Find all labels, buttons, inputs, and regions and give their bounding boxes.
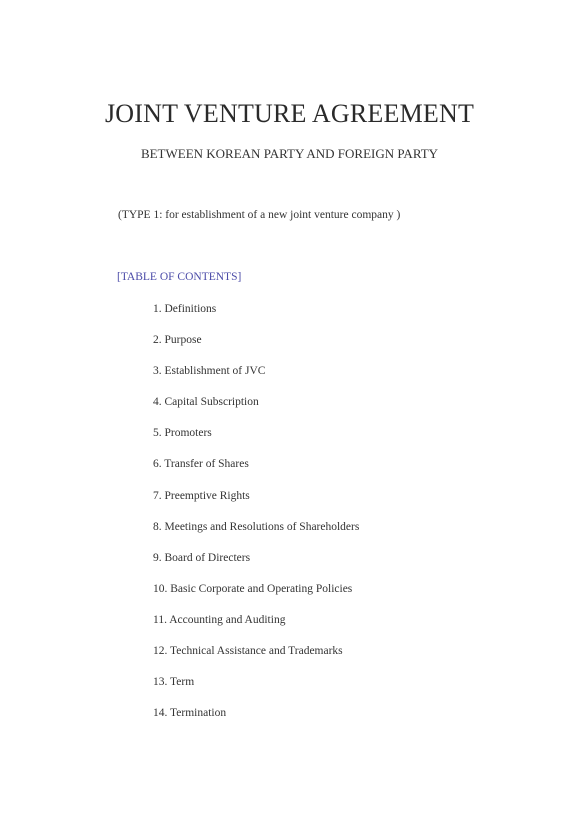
toc-item-purpose: 2. Purpose bbox=[153, 334, 202, 347]
document-title: JOINT VENTURE AGREEMENT bbox=[104, 99, 475, 128]
document-subtitle: BETWEEN KOREAN PARTY AND FOREIGN PARTY bbox=[140, 146, 439, 161]
toc-item-term: 13. Term bbox=[153, 676, 195, 689]
toc-item-meetings-resolutions: 8. Meetings and Resolutions of Shareholders bbox=[153, 520, 360, 533]
toc-item-transfer-of-shares: 6. Transfer of Shares bbox=[153, 458, 249, 471]
toc-item-definitions: 1. Definitions bbox=[153, 303, 217, 315]
toc-item-promoters: 5. Promoters bbox=[153, 427, 212, 440]
table-of-contents-list bbox=[153, 302, 359, 737]
toc-item-preemptive-rights: 7. Preemptive Rights bbox=[153, 489, 250, 502]
toc-item-accounting-auditing: 11. Accounting and Auditing bbox=[153, 613, 286, 626]
toc-item-board-of-directors: 9. Board of Directers bbox=[153, 551, 251, 564]
toc-item-capital-subscription: 4. Capital Subscription bbox=[153, 396, 259, 409]
table-of-contents-heading: [TABLE OF CONTENTS] bbox=[117, 271, 242, 283]
toc-item-establishment: 3. Establishment of JVC bbox=[153, 365, 266, 378]
agreement-type-note: (TYPE 1: for establishment of a new joint venture company ) bbox=[118, 209, 401, 221]
toc-item-termination: 14. Termination bbox=[153, 707, 227, 720]
toc-item-corporate-policies: 10. Basic Corporate and Operating Policies bbox=[153, 582, 353, 595]
toc-item-technical-assistance: 12. Technical Assistance and Trademarks bbox=[153, 645, 343, 658]
